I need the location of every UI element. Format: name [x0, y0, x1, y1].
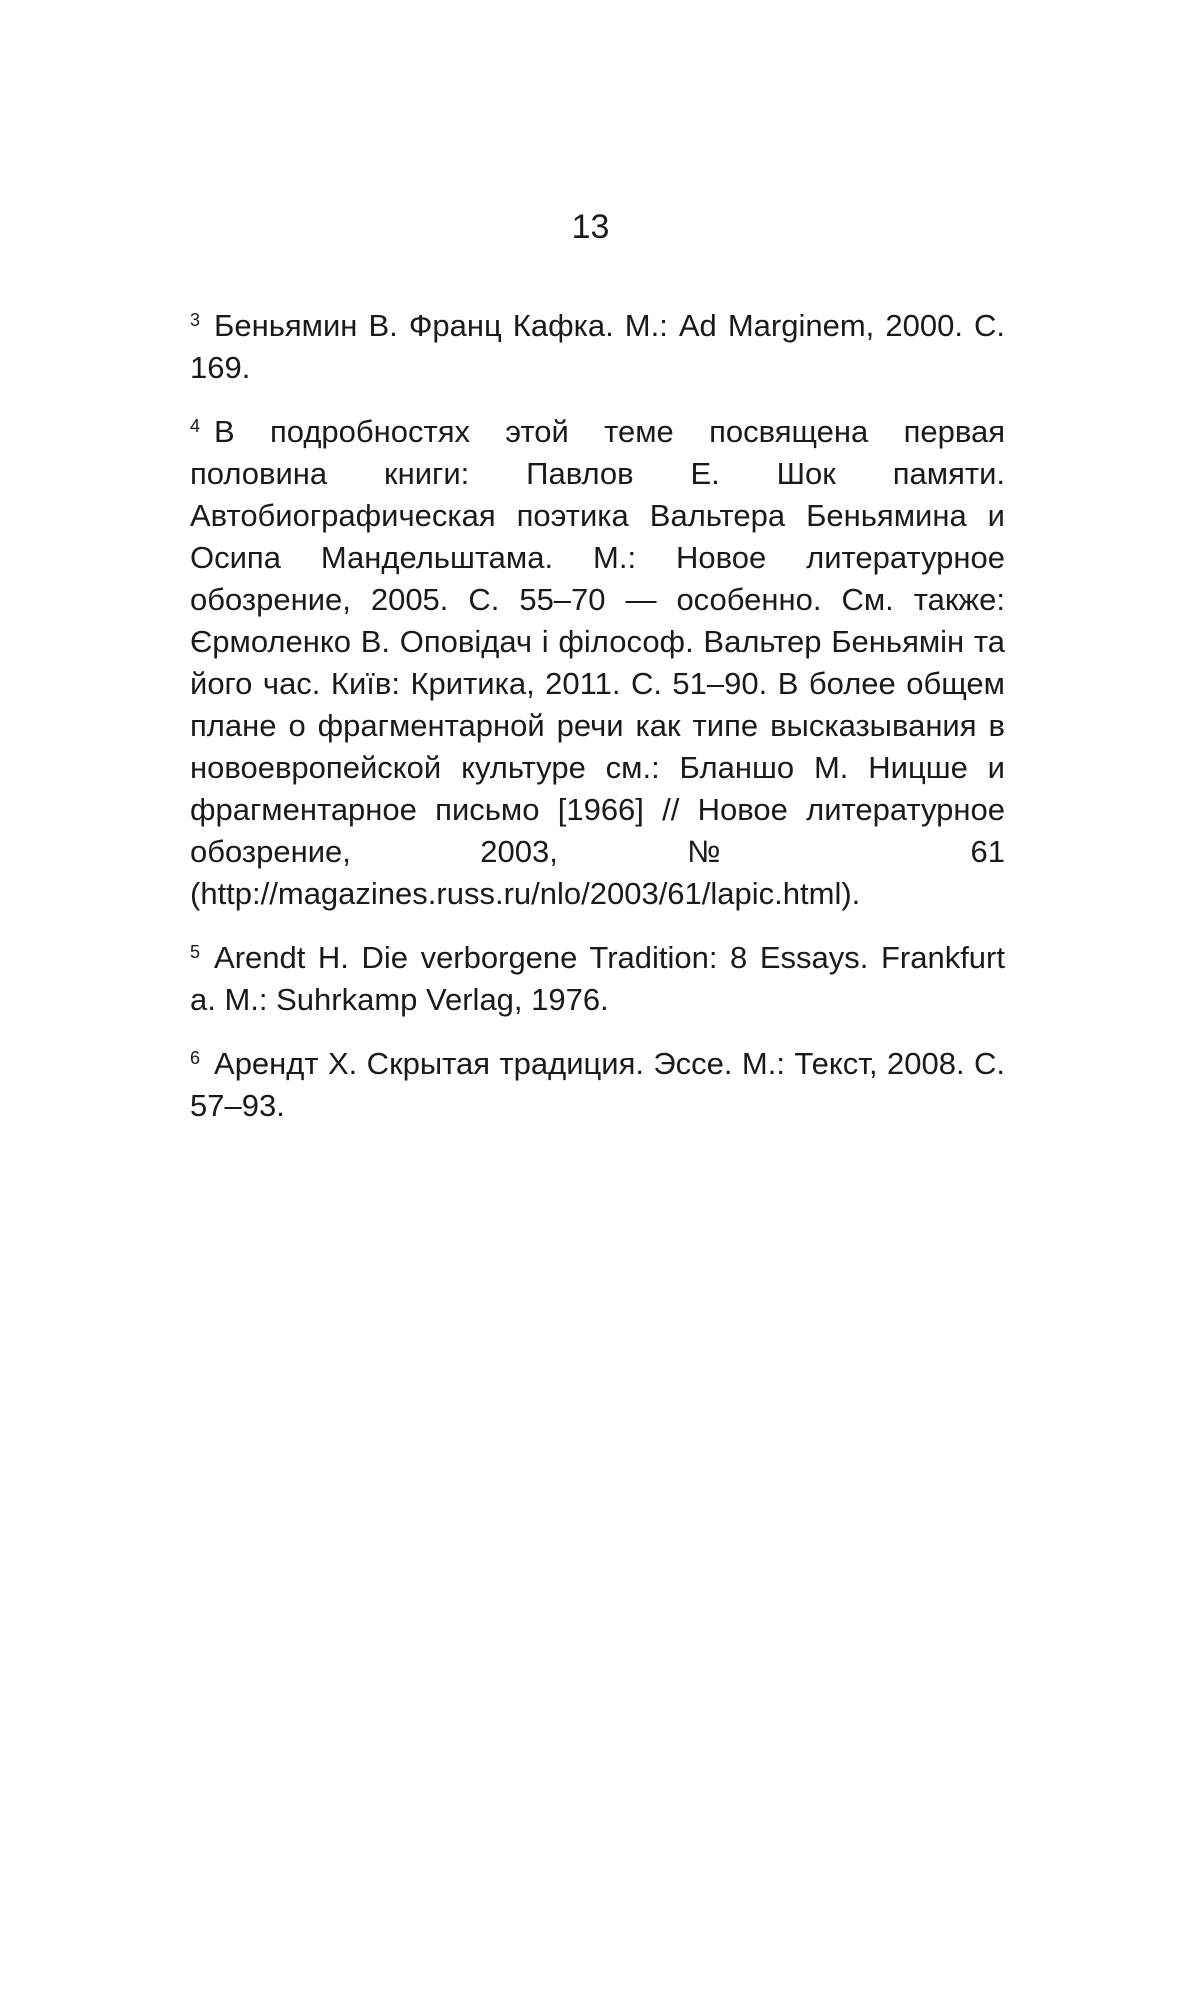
footnote-4 [190, 411, 1005, 915]
footnote-marker: 6 [190, 1048, 201, 1068]
footnote-marker: 5 [190, 942, 201, 962]
page-number: 13 [571, 208, 610, 246]
footnote-text: В подробностях этой теме посвящена первая половина книги: Павлов Е. Шок памяти. Автобиографическая поэтика Вальтера Беньямина и Осипа Мандельштама. М.: Новое литературное обозрение, 2005. С. 55–70 — особенно. См. также: Єрмоленко В. Оповідач і філософ. Вальтер Беньямін та його час. Київ: Критика, 2011. С. 51–90. В более общем плане о фрагментарной речи как типе высказывания в новоевропейской культуре см.: Бланшо М. Ницше и фрагментарное письмо [1966] // Новое литературное обозрение, 2003, № 61 (http://magazines.russ.ru/nlo/2003/61/lapic.html). [190, 414, 1005, 911]
footnote-text: Арендт Х. Скрытая традиция. Эссе. М.: Текст, 2008. С. 57–93. [190, 1046, 1005, 1123]
footnote-marker: 4 [190, 416, 201, 436]
footnote-marker: 3 [190, 310, 201, 330]
footnote-3 [190, 305, 1005, 389]
footnotes-list [190, 305, 1005, 1149]
footnote-text: Беньямин В. Франц Кафка. М.: Ad Marginem, 2000. С. 169. [190, 308, 1005, 385]
footnote-6 [190, 1043, 1005, 1127]
footnote-text: Arendt H. Die verborgene Tradition: 8 Essays. Frankfurt a. M.: Suhrkamp Verlag, 1976. [190, 940, 1005, 1017]
footnote-5 [190, 937, 1005, 1021]
